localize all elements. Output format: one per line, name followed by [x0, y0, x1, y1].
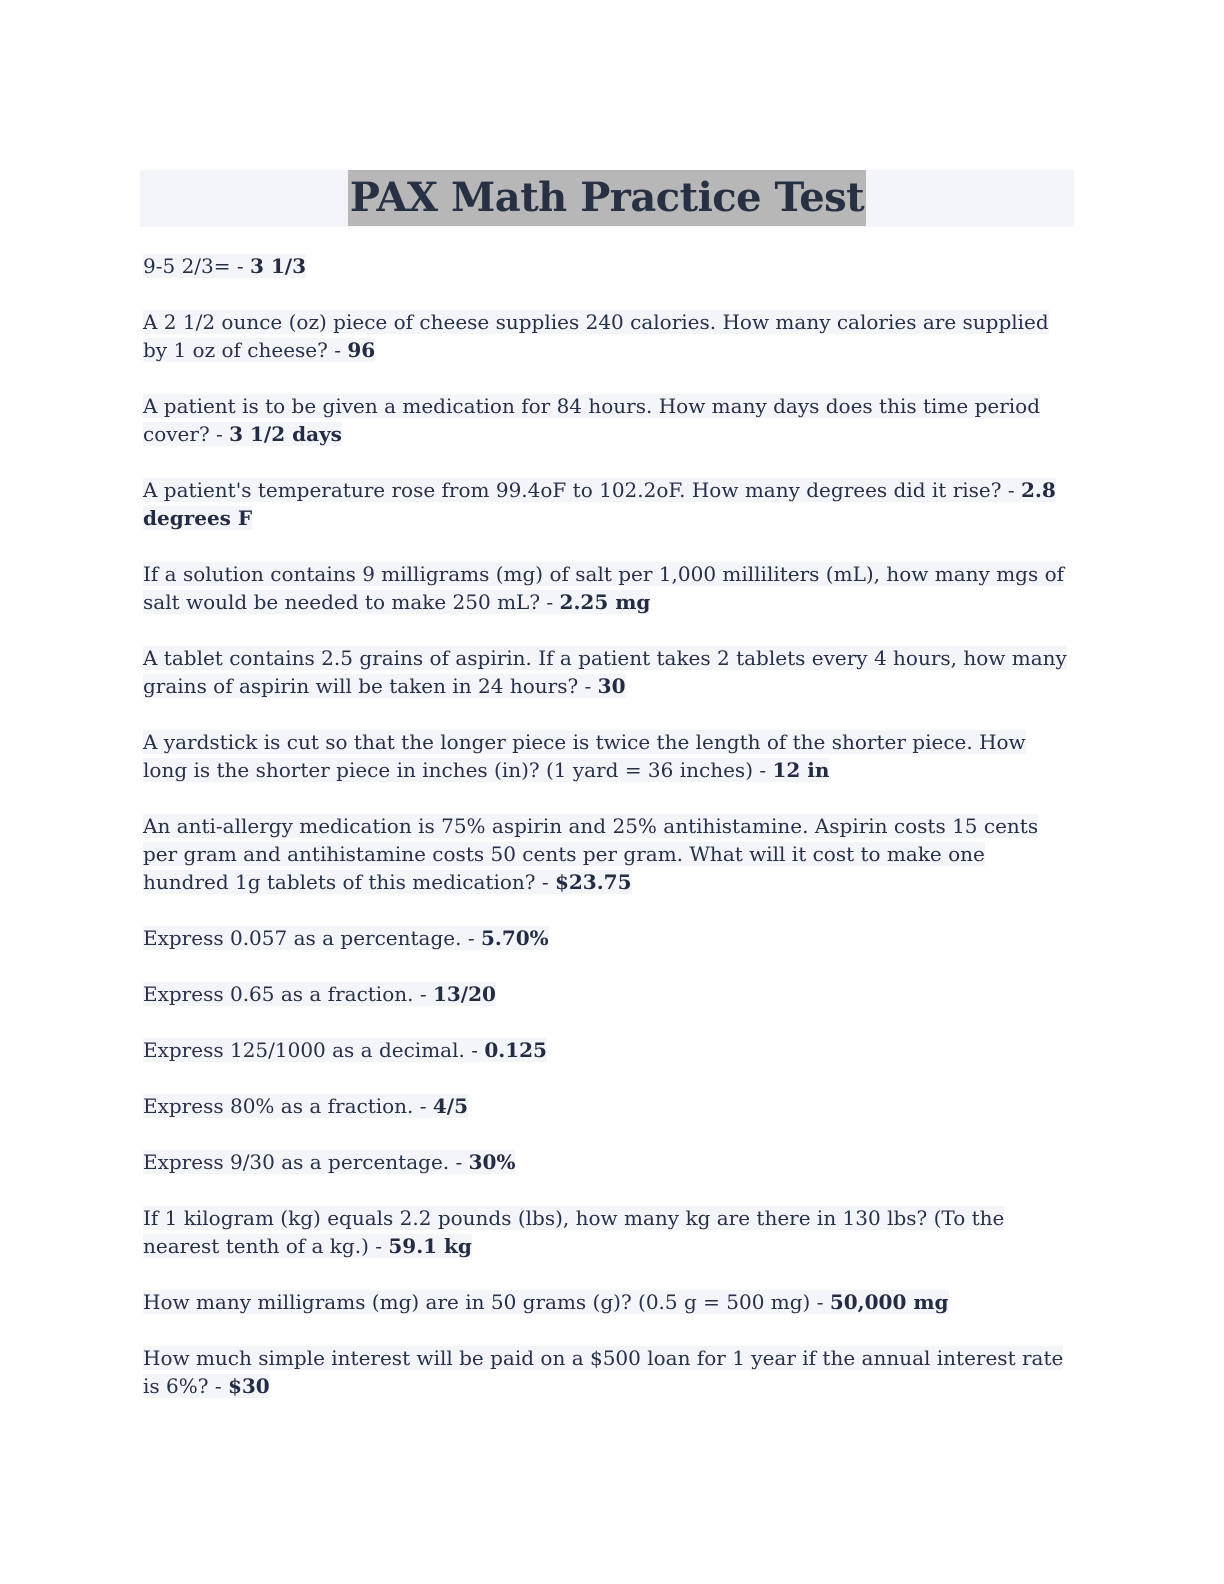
qa-item [143, 1204, 1073, 1260]
answer-text: 59.1 kg [388, 1234, 472, 1258]
answer-text: 3 1/3 [249, 254, 306, 278]
question-text: Express 0.65 as a fraction. - [143, 982, 433, 1006]
qa-item [143, 1288, 1073, 1316]
answer-text: $23.75 [554, 870, 632, 894]
answer-text: 4/5 [432, 1094, 469, 1118]
question-text: Express 0.057 as a percentage. - [143, 926, 481, 950]
question-text: Express 9/30 as a percentage. - [143, 1150, 469, 1174]
qa-item [143, 1344, 1073, 1400]
answer-text: 2.25 mg [559, 590, 651, 614]
qa-item [143, 812, 1073, 896]
page-title: PAX Math Practice Test [348, 170, 866, 226]
qa-item [143, 308, 1073, 364]
qa-item [143, 644, 1073, 700]
question-text: A patient's temperature rose from 99.4oF to 102.2oF. How many degrees did it rise? - [143, 478, 1021, 502]
question-text: A yardstick is cut so that the longer piece is twice the length of the shorter piece. How long is the shorter piece in inches (in)? (1 yard = 36 inches) - [143, 730, 1026, 782]
qa-item [143, 1148, 1073, 1176]
qa-item [143, 924, 1073, 952]
answer-text: 0.125 [484, 1038, 547, 1062]
question-text: Express 80% as a fraction. - [143, 1094, 433, 1118]
answer-text: 3 1/2 days [229, 422, 342, 446]
answer-text: 30 [597, 674, 626, 698]
qa-item [143, 728, 1073, 784]
answer-text: 50,000 mg [829, 1290, 949, 1314]
qa-item [143, 1036, 1073, 1064]
question-text: An anti-allergy medication is 75% aspirin and 25% antihistamine. Aspirin costs 15 cents per gram and antihistamine costs 50 cents per gram. What will it cost to make one hundred 1g tablets of this medication? - [143, 814, 1039, 894]
question-list [143, 252, 1073, 1428]
question-text: A 2 1/2 ounce (oz) piece of cheese supplies 240 calories. How many calories are supplied by 1 oz of cheese? - [143, 310, 1049, 362]
answer-text: 30% [468, 1150, 516, 1174]
question-text: A patient is to be given a medication for 84 hours. How many days does this time period cover? - [143, 394, 1041, 446]
question-text: How many milligrams (mg) are in 50 grams (g)? (0.5 g = 500 mg) - [143, 1290, 830, 1314]
qa-item [143, 560, 1073, 616]
answer-text: 2.8 degrees F [143, 478, 1056, 530]
qa-item [143, 392, 1073, 448]
question-text: If 1 kilogram (kg) equals 2.2 pounds (lbs), how many kg are there in 130 lbs? (To the nearest tenth of a kg.) - [143, 1206, 1005, 1258]
question-text: A tablet contains 2.5 grains of aspirin. If a patient takes 2 tablets every 4 hours, how many grains of aspirin will be taken in 24 hours? - [143, 646, 1067, 698]
question-text: 9-5 2/3= - [143, 254, 250, 278]
answer-text: 5.70% [480, 926, 549, 950]
title-band [140, 170, 1074, 227]
answer-text: 13/20 [432, 982, 496, 1006]
qa-item [143, 980, 1073, 1008]
answer-text: 96 [347, 338, 376, 362]
answer-text: 12 in [772, 758, 830, 782]
answer-text: $30 [227, 1374, 270, 1398]
question-text: If a solution contains 9 milligrams (mg) of salt per 1,000 milliliters (mL), how many mgs of salt would be needed to make 250 mL? - [143, 562, 1065, 614]
question-text: Express 125/1000 as a decimal. - [143, 1038, 485, 1062]
question-text: How much simple interest will be paid on a $500 loan for 1 year if the annual interest rate is 6%? - [143, 1346, 1064, 1398]
qa-item [143, 476, 1073, 532]
qa-item [143, 1092, 1073, 1120]
qa-item [143, 252, 1073, 280]
